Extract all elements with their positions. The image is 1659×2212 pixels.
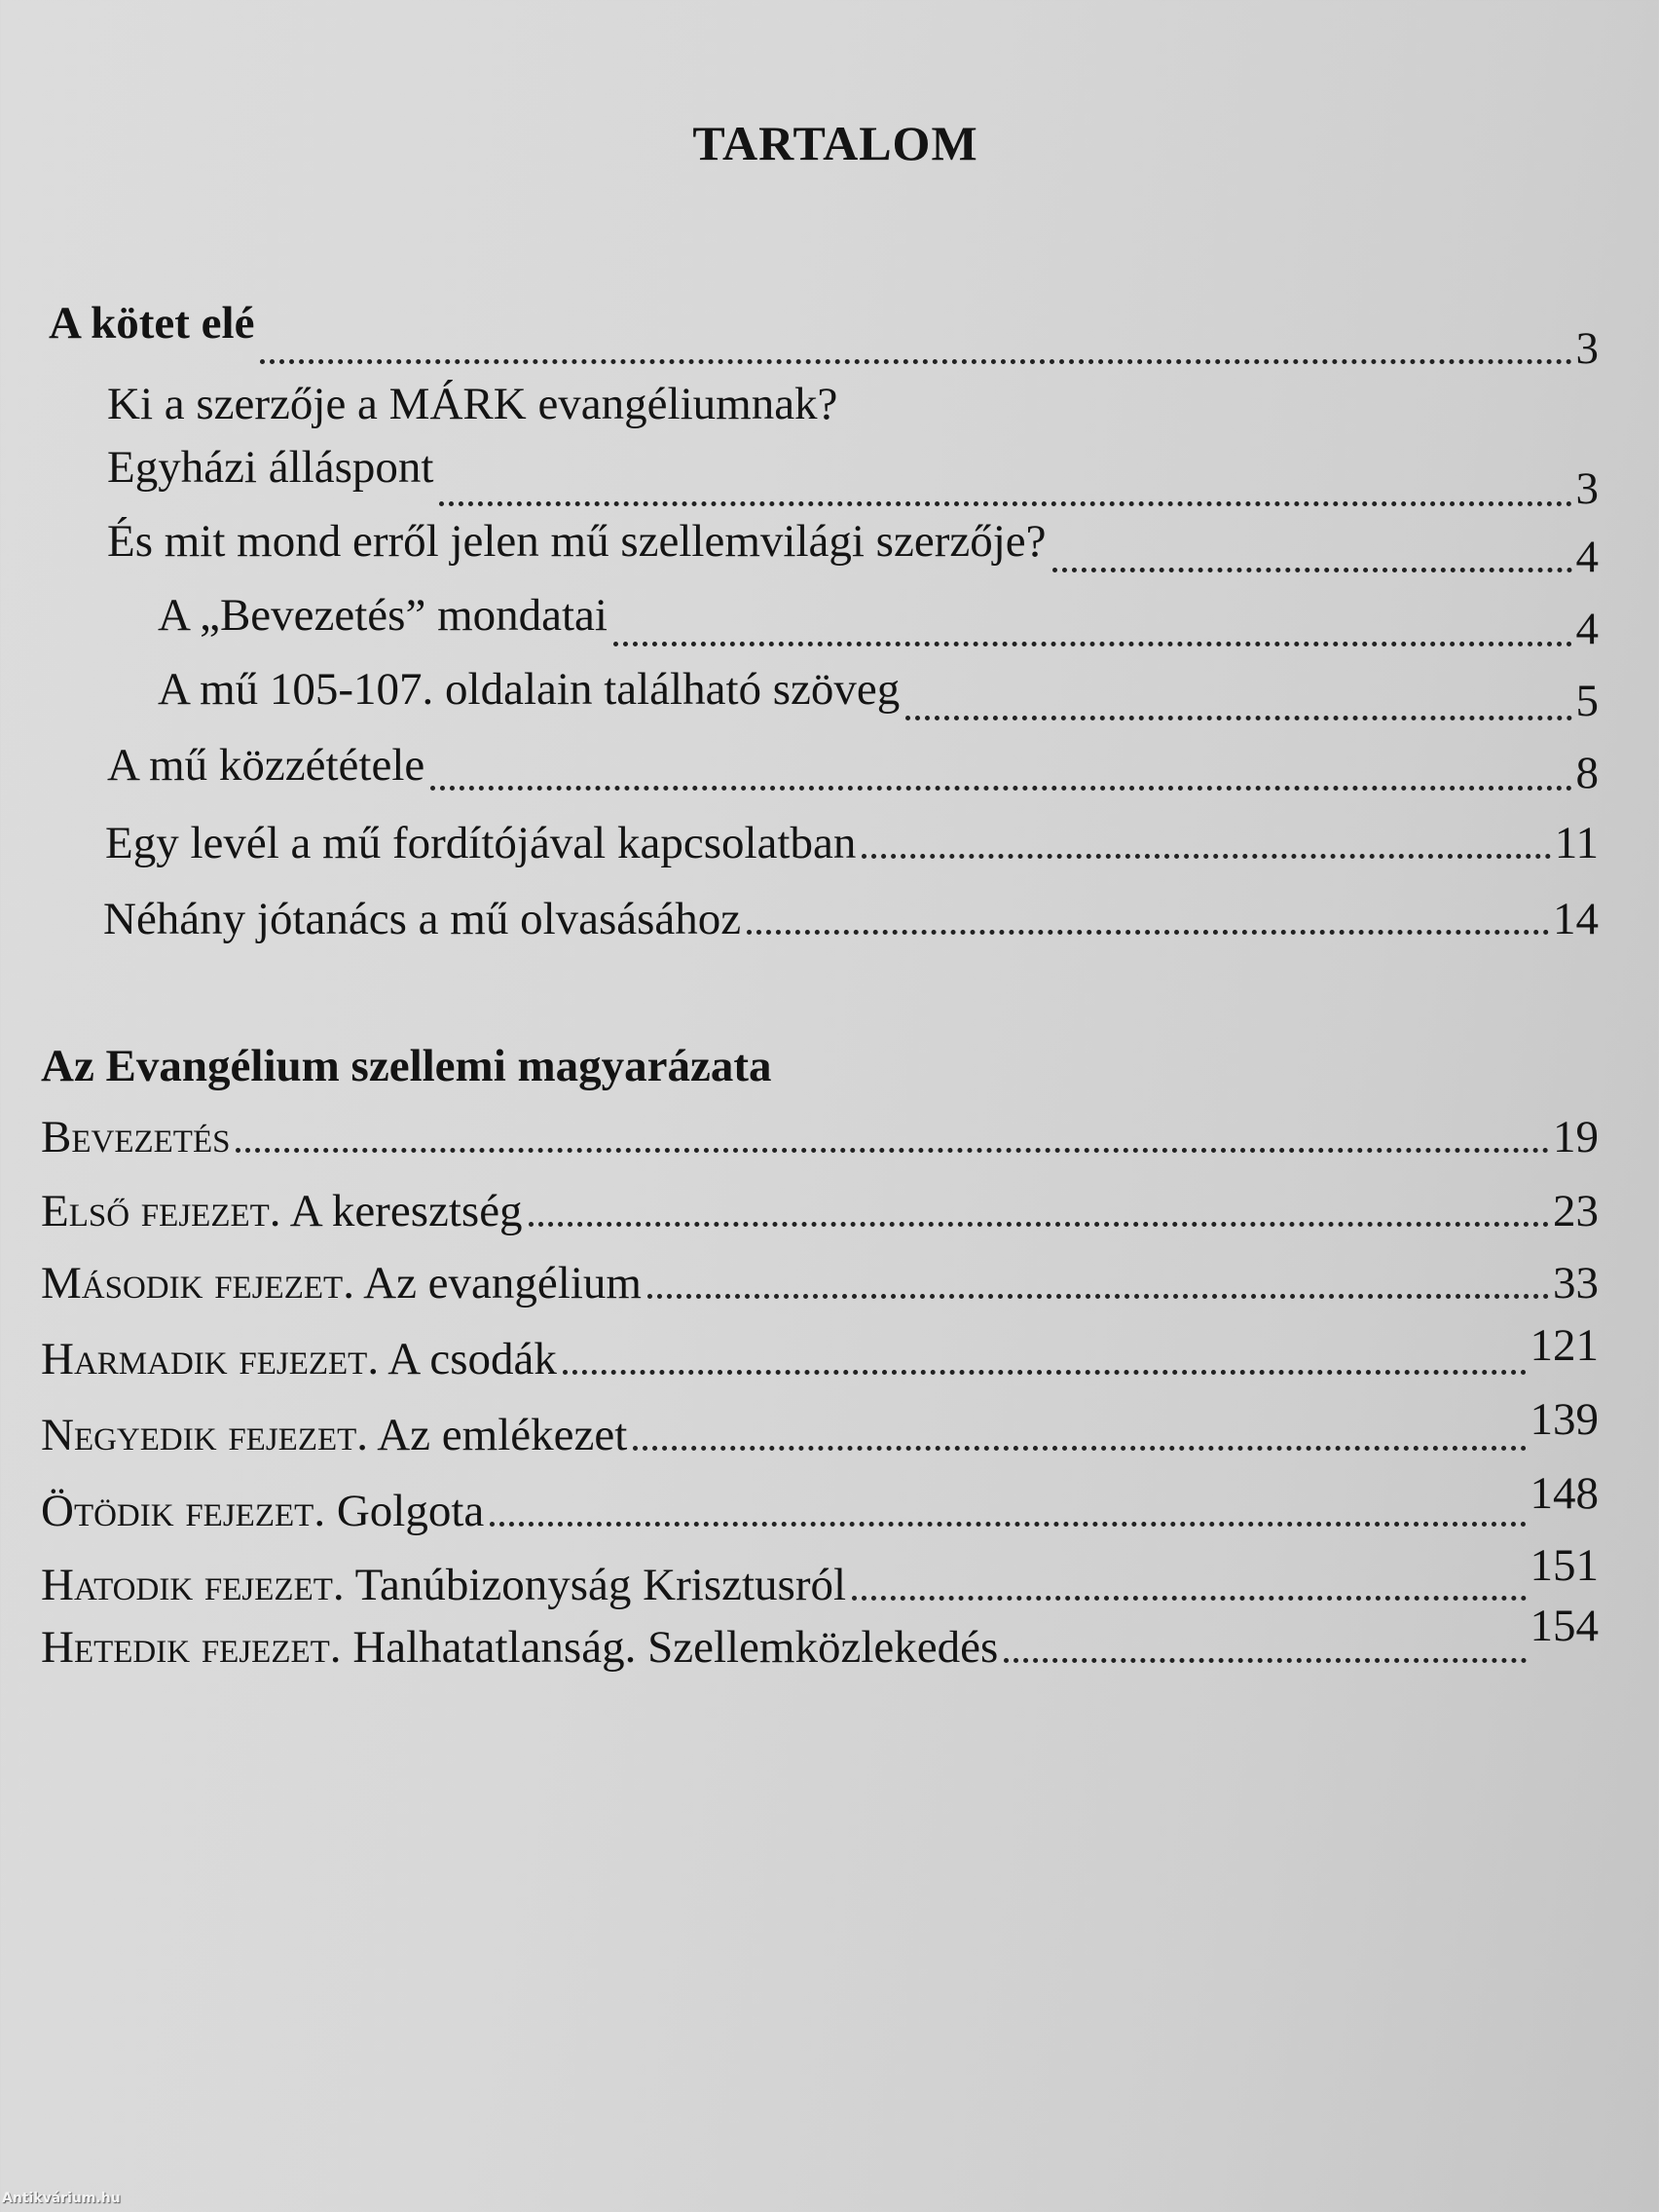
toc-page: 154 [1530,1601,1599,1651]
chapter-label: Harmadik fejezet. [41,1334,380,1384]
dot-leader [529,1222,1549,1227]
toc-entry[interactable] [107,734,1599,798]
chapter-title: Az evangélium [363,1258,642,1309]
toc-entry[interactable] [107,436,1599,514]
toc-page: 4 [1575,604,1599,654]
chapter-label: Negyedik fejezet. [41,1410,369,1460]
toc-page: 8 [1575,748,1599,798]
section-heading: Az Evangélium szellemi magyarázata [41,1041,772,1091]
toc-label: A mű 105-107. oldalain található szöveg [158,664,901,715]
toc-page: 33 [1553,1258,1599,1309]
toc-page: 148 [1530,1468,1599,1519]
toc-page: 5 [1575,676,1599,726]
toc-label: Néhány jótanács a mű olvasásához [103,894,742,944]
chapter-title: Az emlékezet [377,1410,628,1460]
toc-entry[interactable] [158,658,1599,726]
toc-entry[interactable] [41,1180,1599,1238]
dot-leader [852,1596,1526,1601]
toc-label: A mű közzététele [107,740,425,791]
dot-leader [1052,568,1572,572]
chapter-label: Második fejezet. [41,1258,354,1309]
chapter-title: Halhatatlanság. Szellemközlekedés [352,1622,999,1673]
toc-entry[interactable] [41,1394,1599,1462]
toc-page: 23 [1553,1186,1599,1236]
chapter-label: Bevezetés [41,1112,231,1162]
dot-leader [490,1522,1526,1527]
dot-leader [236,1148,1549,1153]
dot-leader [747,930,1549,935]
toc-label: A kötet elé [49,298,255,349]
dot-leader [633,1446,1526,1451]
chapter-label: Ötödik fejezet. [41,1486,326,1536]
toc-page: 4 [1575,532,1599,582]
toc-entry[interactable] [41,1106,1599,1164]
toc-label: És mit mond erről jelen mű szellemvilági szerzője? [107,516,1047,567]
toc-entry-section1[interactable] [49,292,1599,374]
dot-leader [260,359,1571,364]
toc-page: 121 [1530,1320,1599,1371]
dot-leader [1004,1658,1526,1663]
toc-entry[interactable] [41,1540,1599,1612]
toc-label: Egyházi álláspont [107,442,434,493]
toc-page: 14 [1553,894,1599,944]
chapter-title: A keresztség [289,1186,523,1236]
toc-entry[interactable] [107,510,1599,582]
dot-leader [862,854,1550,859]
toc-page: 3 [1575,323,1599,374]
page-title: TARTALOM [692,116,978,170]
dot-leader [613,642,1572,646]
watermark: Antikvárium.hu [2,2191,121,2206]
toc-page: 3 [1575,463,1599,514]
dot-leader [430,786,1571,791]
toc-entry[interactable]: Ki a szerzője a MÁRK evangéliumnak? [107,379,838,429]
dot-leader [647,1294,1549,1299]
toc-entry[interactable] [41,1320,1599,1386]
toc-page: 139 [1530,1394,1599,1445]
toc-page: 151 [1530,1540,1599,1591]
toc-entry[interactable] [105,812,1599,870]
dot-leader [439,501,1571,506]
toc-label: Egy levél a mű fordítójával kapcsolatban [105,818,857,868]
chapter-label: Hetedik fejezet. [41,1622,342,1673]
chapter-title: A csodák [387,1334,557,1384]
toc-entry[interactable] [41,1601,1599,1675]
chapter-label: Hatodik fejezet. [41,1560,345,1610]
toc-entry[interactable] [41,1252,1599,1310]
toc-entry[interactable] [103,888,1599,946]
toc-page: 11 [1554,818,1599,868]
toc-entry[interactable] [158,584,1599,654]
chapter-title: Golgota [336,1486,485,1536]
chapter-title: Tanúbizonyság Krisztusról [354,1560,847,1610]
toc-page: 19 [1553,1112,1599,1162]
dot-leader [563,1370,1527,1375]
dot-leader [905,716,1571,720]
toc-label: A „Bevezetés” mondatai [158,590,608,641]
chapter-label: Első fejezet. [41,1186,281,1236]
toc-entry[interactable] [41,1468,1599,1538]
